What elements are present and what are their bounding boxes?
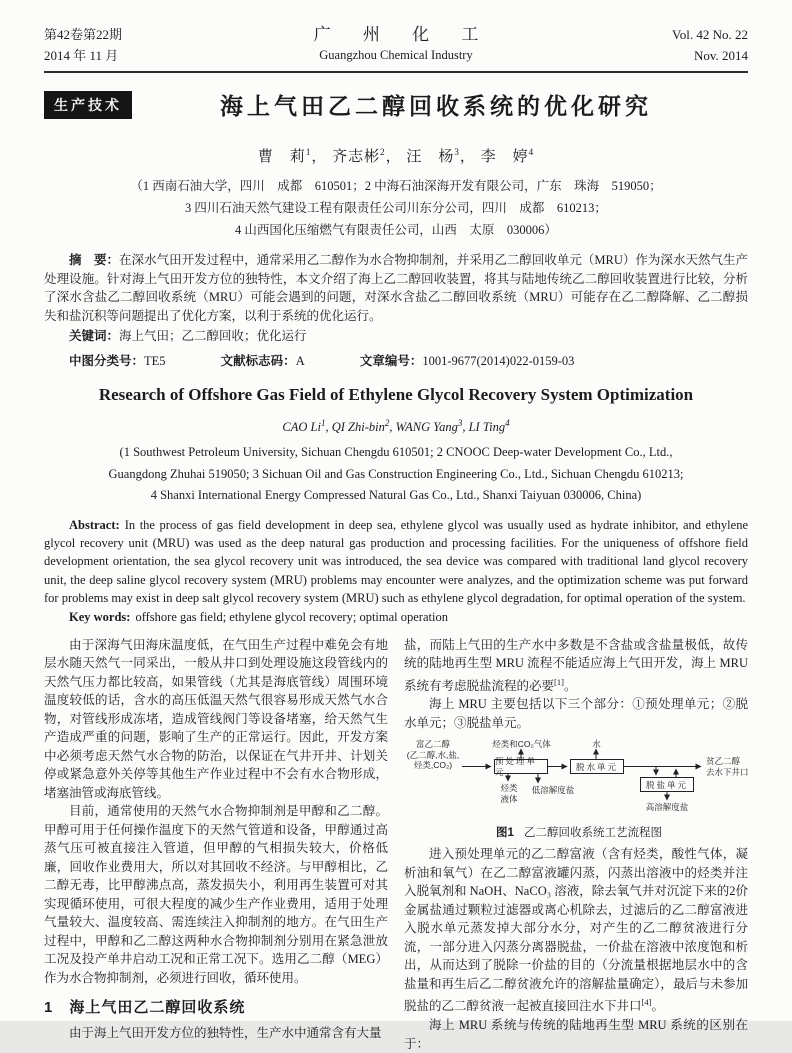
reference-mark: [4] bbox=[641, 997, 652, 1008]
stream-water-label: 水 bbox=[592, 739, 601, 750]
author-en: LI Ting$^4$ bbox=[468, 418, 510, 435]
paragraph: 海上 MRU 主要包括以下三个部分：①预处理单元；②脱水单元；③脱盐单元。 bbox=[404, 697, 748, 730]
title-row bbox=[44, 88, 748, 130]
paragraph: 由于海上气田开发方位的独特性，生产水中通常含有大量 bbox=[69, 1026, 382, 1041]
header-right bbox=[578, 24, 748, 66]
author-en: WANG Yang$^3$, bbox=[395, 418, 469, 435]
figure-1-caption: 图1 乙二醇回收系统工艺流程图 bbox=[496, 827, 662, 840]
reference-mark: [1] bbox=[554, 676, 564, 687]
keywords-en: Key words: offshore gas field; ethylene glycol recovery; optimal operation bbox=[69, 609, 448, 624]
abstract-en-label: Abstract: bbox=[69, 517, 120, 532]
article-title-en: Research of Offshore Gas Field of Ethylene Glycol Recovery System Optimization bbox=[98, 385, 694, 404]
abstract-en: Abstract: In the process of gas field development in deep sea, ethylene glycol was usually used as hydrate inhibitor, and ethylene glycol recovery unit (MRU) was used as the deep natural gas production and processing facilities. For the uniqueness of offshore field development orientation, the sea glycol recovery unit was introduced, the sea device was compared with traditional land glycol recovery unit, the deep saline glycol recovery system (MRU) problems may encounter were analyzes, and the optimization scheme was put forward for problems may exist in deep salt glycol recovery system (MRU) such as ethylene glycol degradation, for optimal operation of the system. bbox=[44, 517, 748, 606]
affiliation-line: 3 四川石油天然气建设工程有限责任公司川东分公司，四川 成都 610213； bbox=[185, 201, 607, 215]
paragraph: 盐，而陆上气田的生产水中多数是不含盐或含盐量极低，故传统的陆地再生型 MRU 流程不能适应海上气田开发，海上 MRU 系统有考虑脱盐流程的必要[1]。 bbox=[404, 637, 748, 693]
process-flow-diagram bbox=[404, 739, 754, 817]
stream-rich-glycol-label: 富乙二醇 (乙二醇,水,盐, 烃类,CO₂) bbox=[406, 739, 460, 771]
stream-gas-label: 烃类和CO₂气体 bbox=[492, 739, 551, 750]
stream-hc-liquid-label: 烃类 液体 bbox=[500, 783, 518, 804]
journal-name-en: Guangzhou Chemical Industry bbox=[319, 48, 473, 62]
authors-cn bbox=[44, 145, 748, 166]
paragraph: 进入预处理单元的乙二醇富液（含有烃类，酸性气体，凝析油和氧气）在乙二醇富液罐闪蒸，闪蒸出溶液中的烃类并注入脱氧剂和 NaOH、NaCO₃ 溶液，除去氧气并对沉淀下来的2价金属盐通过颗粒过滤器或离心机除去，过滤后的乙二醇富液进入脱水单元蒸发掉大部分水分，对产生的乙二醇贫液进行分流，一部分进入闪蒸分离器脱盐，一价盐在溶液中浓度饱和析出，从而达到了脱除一价盐的目的（分流量根据地层水中的含盐量和再生后乙二醇贫液允许的溶解盐量确定），最后与未参加脱盐的乙二醇贫液一起被直接回注水下井口[4]。 bbox=[404, 847, 748, 1014]
issue-date-en: Nov. 2014 bbox=[693, 48, 748, 63]
paragraph: 海上 MRU 系统与传统的陆地再生型 MRU 系统的区别在于： bbox=[404, 1018, 748, 1051]
author-cn: 齐志彬$^2$， bbox=[332, 147, 402, 165]
journal-header bbox=[44, 24, 748, 66]
article-id: 文章编号：1001-9677(2014)022-0159-03 bbox=[359, 354, 575, 368]
authors-en bbox=[44, 418, 748, 435]
dehydration-unit-box: 脱水单元 bbox=[570, 759, 624, 774]
right-column bbox=[404, 636, 748, 1053]
author-cn: 曹 莉$^1$， bbox=[257, 147, 328, 165]
affiliation-line-en: (1 Southwest Petroleum University, Sichuan Chengdu 610501; 2 CNOOC Deep-water Development Co., Ltd., bbox=[119, 445, 673, 460]
affiliation-line-en: Guangdong Zhuhai 519050; 3 Sichuan Oil and Gas Construction Engineering Co., Ltd., Sichuan Chengdu 610213; bbox=[108, 466, 684, 481]
paragraph: 由于深海气田海床温度低，在气田生产过程中难免会有地层水随天然气一同采出，一般从井口到处理设施这段管线内的天然气压力都比较高，如果管线（尤其是海底管线）周围环境温度较低的话，含水的高压低温天然气很容易形成天然气水合物，对管线形成冻堵，造成管线阀门等设备堵塞，给天然气生产造成严重的问题，影响了生产的正常运行。因此，开发方案中必须考虑天然气水合物的防治，以保证在气井开井、计划关停或紧急意外关停等其他生产作业过程中不会有水合物形成，堵塞油管或海底管线。 bbox=[44, 637, 388, 800]
article-title-cn: 海上气田乙二醇回收系统的优化研究 bbox=[220, 93, 652, 119]
volume-number-en: Vol. 42 No. 22 bbox=[672, 27, 748, 42]
author-en: CAO Li$^1$, bbox=[282, 418, 332, 435]
affiliation-line-en: 4 Shanxi International Energy Compressed Natural Gas Co., Ltd., Shanxi Taiyuan 030006, China) bbox=[150, 488, 642, 503]
clc-number: 中图分类号：TE5 bbox=[69, 354, 166, 368]
abstract-cn-label: 摘 要： bbox=[69, 253, 120, 267]
category-badge: 生产技术 bbox=[44, 91, 132, 119]
affiliation-line: （1 西南石油大学，四川 成都 610501；2 中海石油深海开发有限公司，广东 珠海 519050； bbox=[130, 179, 662, 193]
pretreatment-unit-box: 预处理单元 bbox=[494, 759, 548, 774]
stream-lean-glycol-label: 贫乙二醇 去水下井口 bbox=[706, 756, 749, 777]
author-en: QI Zhi-bin$^2$, bbox=[331, 418, 396, 435]
stream-high-solubility-salt-label: 高溶解度盐 bbox=[645, 802, 689, 813]
header-rule bbox=[44, 71, 748, 73]
left-column bbox=[44, 636, 388, 1053]
issue-date-cn: 2014 年 11 月 bbox=[44, 48, 119, 63]
desalting-unit-box: 脱盐单元 bbox=[640, 777, 694, 792]
paragraph: 目前，通常使用的天然气水合物抑制剂是甲醇和乙二醇。甲醇可用于任何操作温度下的天然气管道和设备，甲醇通过高蒸气压可被直接注入管道，但甲醇的气相损失较大，价格低廉，回收作业费用大，所以对其回收不经济。与甲醇相比，乙二醇无毒，比甲醇沸点高，蒸发损失小，利用再生装置可对其实现循环使用，可很大程度的减少生产作业费用，适用于处理气量较大、温度较高、需连续注入抑制剂的地方。在气田生产过程中，甲醇和乙二醇这两种水合物抑制剂分别用在紧急泄放工况及投产单井启动工况和正常工况下。选用乙二醇（MEG）作为水合物抑制剂，必须进行回收，循环使用。 bbox=[44, 804, 388, 985]
affiliations-cn bbox=[44, 175, 748, 241]
abstract-cn: 摘 要：在深水气田开发过程中，通常采用乙二醇作为水合物抑制剂，并采用乙二醇回收单元（MRU）作为深水天然气生产处理设施。针对海上气田开发方位的独特性，本文介绍了海上乙二醇回收装置，将其与陆地传统乙二醇回收装置进行比较，分析了深水含盐乙二醇回收系统（MRU）可能会遇到的问题，对深水含盐乙二醇回收系统（MRU）可能存在乙二醇降解、乙二醇损失和盐沉积等问题提出了优化方案，以利于系统的优化运行。 bbox=[44, 253, 748, 323]
body-columns bbox=[44, 636, 748, 1053]
section-heading-1: 1 海上气田乙二醇回收系统 bbox=[44, 999, 246, 1017]
journal-name-cn: 广 州 化 工 bbox=[313, 25, 493, 44]
document-code: 文献标志码：A bbox=[220, 354, 305, 368]
affiliation-line: 4 山西国化压缩燃气有限责任公司，山西 太原 030006） bbox=[235, 223, 557, 237]
issue-number-cn: 第42卷第22期 bbox=[44, 27, 123, 42]
header-center bbox=[214, 24, 578, 65]
stream-low-solubility-salt-label: 低溶解度盐 bbox=[531, 785, 575, 796]
keywords-en-label: Key words: bbox=[69, 609, 131, 624]
keywords-cn-label: 关键词： bbox=[69, 329, 120, 343]
meta-line bbox=[44, 351, 748, 369]
affiliations-en bbox=[44, 442, 748, 507]
author-cn: 汪 杨$^3$， bbox=[406, 147, 476, 165]
figure-1 bbox=[404, 739, 754, 840]
author-cn: 李 婷$^4$ bbox=[480, 147, 535, 165]
header-left bbox=[44, 24, 214, 66]
keywords-cn: 关键词：海上气田；乙二醇回收；优化运行 bbox=[69, 329, 307, 343]
